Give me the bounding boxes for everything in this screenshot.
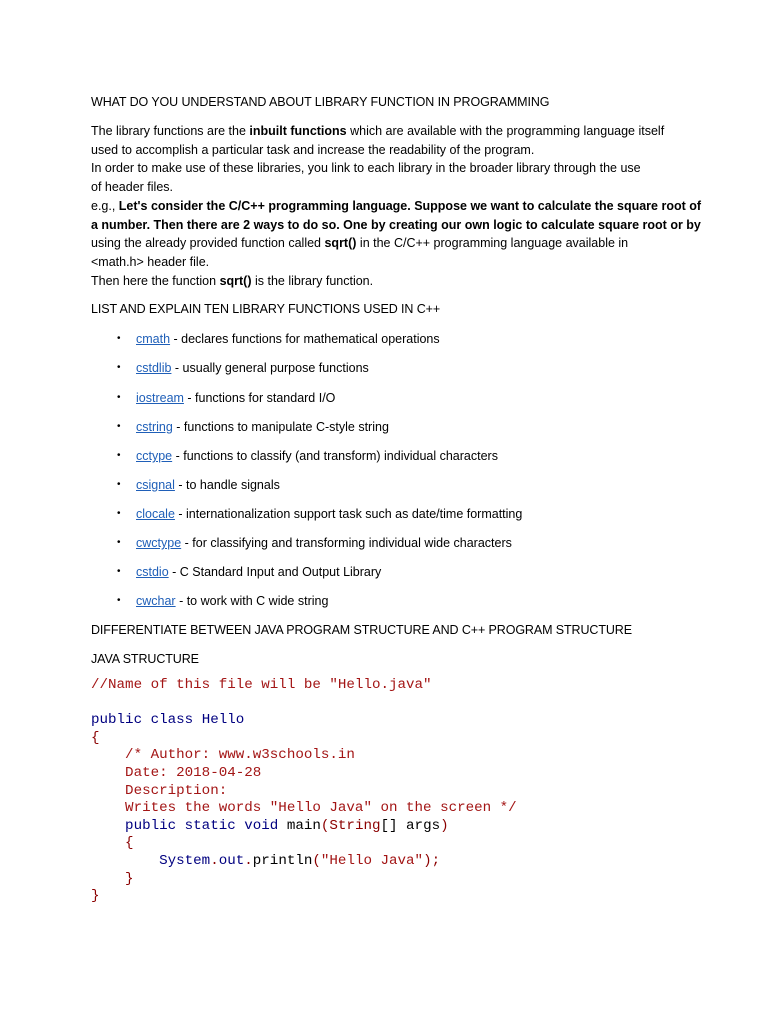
code-line: } [91, 870, 134, 887]
intro-line-8: <math.h> header file. [91, 254, 210, 269]
code-line: } [91, 888, 100, 905]
bold-span: to do so. One by creating our own logic to calculate square root or by [284, 217, 701, 232]
bullet-icon: • [117, 508, 121, 519]
heading-java-structure: JAVA STRUCTURE [91, 652, 199, 666]
bullet-icon: • [117, 450, 121, 461]
code-token: ); [423, 852, 441, 869]
text-span: using the already provided function called [91, 236, 325, 251]
code-line [91, 712, 517, 730]
text-span: The library functions are the [91, 124, 250, 138]
bold-span: sqrt() [324, 236, 357, 251]
intro-line-2: used to accomplish a particular task and increase the readability of the program. [91, 142, 535, 157]
code-token: ( [320, 817, 330, 834]
intro-line-4: of header files. [91, 180, 173, 195]
code-token: ( [312, 852, 321, 869]
intro-line-3: In order to make use of these libraries, you link to each library in the broader library through the use [91, 161, 641, 176]
text-span: which are available with the programming language itself [346, 124, 665, 138]
bullet-icon: • [117, 421, 121, 432]
text-span: is the library function. [251, 273, 374, 288]
bullet-icon: • [117, 333, 121, 344]
code-token: public static void [91, 817, 287, 834]
bold-span: inbuilt functions [249, 124, 347, 138]
bullet-icon: • [117, 537, 121, 548]
text-span: Then here the function [91, 273, 220, 288]
library-link[interactable]: iostream [136, 391, 184, 405]
bullet-icon: • [117, 362, 121, 373]
code-token: main [286, 817, 321, 834]
code-line: { [91, 835, 134, 852]
library-link[interactable]: cstdlib [136, 361, 172, 375]
library-description: - functions to classify (and transform) individual characters [172, 449, 498, 463]
library-description: - usually general purpose functions [171, 361, 369, 375]
intro-line-5 [91, 197, 702, 216]
bullet-icon: • [117, 566, 121, 577]
library-description: - functions to manipulate C-style string [172, 420, 389, 434]
code-token: Hello [201, 712, 245, 729]
bullet-icon: • [117, 595, 121, 606]
code-line: { [91, 729, 100, 746]
code-line: Date: 2018-04-28 [91, 764, 262, 781]
library-description: - functions for standard I/O [183, 391, 336, 405]
library-description: - declares functions for mathematical operations [170, 332, 440, 346]
library-description: - for classifying and transforming individual wide characters [181, 536, 512, 550]
library-description: - to work with C wide string [175, 594, 329, 608]
code-line: //Name of this file will be "Hello.java" [91, 677, 432, 693]
intro-line-6 [91, 216, 701, 235]
bold-span: sqrt() [219, 273, 252, 288]
code-line: Description: [91, 782, 228, 799]
library-link[interactable]: cstring [136, 420, 173, 434]
heading-ten-library-functions: LIST AND EXPLAIN TEN LIBRARY FUNCTIONS USED IN C++ [91, 302, 441, 316]
text-span: in the C/C++ programming language available in [356, 236, 629, 251]
code-token: "Hello Java" [320, 852, 424, 869]
library-link[interactable]: cstdio [136, 565, 169, 579]
heading-library-function: WHAT DO YOU UNDERSTAND ABOUT LIBRARY FUNCTION IN PROGRAMMING [91, 95, 550, 109]
code-line-blank [91, 695, 517, 713]
heading-java-vs-cpp: DIFFERENTIATE BETWEEN JAVA PROGRAM STRUCTURE AND C++ PROGRAM STRUCTURE [91, 623, 632, 637]
library-description: - internationalization support task such as date/time formatting [174, 507, 523, 521]
code-token: ) [440, 817, 449, 834]
bold-span: 2 ways [243, 217, 285, 232]
intro-line-7 [91, 234, 691, 253]
intro-line-1 [91, 122, 691, 141]
code-token: [] args [380, 817, 441, 834]
java-code-block [91, 677, 517, 906]
library-link[interactable]: cwctype [136, 536, 182, 550]
intro-paragraph [91, 122, 702, 290]
code-token: public class [91, 712, 202, 729]
library-description: - C Standard Input and Output Library [168, 565, 382, 579]
bold-span: Let's consider the C/C++ programming language. Suppose we want to calculate the square root of [118, 198, 702, 213]
library-link[interactable]: cwchar [136, 594, 176, 608]
code-token: println [252, 852, 313, 869]
text-span: e.g., [91, 198, 119, 213]
code-line [91, 853, 517, 871]
code-token: out [218, 852, 245, 869]
bold-span: a number. Then there are [91, 217, 244, 232]
library-link[interactable]: cmath [136, 332, 171, 346]
code-token: . [244, 852, 253, 869]
library-link[interactable]: clocale [136, 507, 175, 521]
bullet-icon: • [117, 479, 121, 490]
code-token: String [329, 817, 381, 834]
intro-line-9 [91, 272, 691, 291]
code-line: /* Author: www.w3schools.in [91, 747, 355, 764]
library-link[interactable]: csignal [136, 478, 175, 492]
code-token: . [210, 852, 219, 869]
code-token: System [91, 852, 211, 869]
library-description: - to handle signals [174, 478, 280, 492]
code-line: Writes the words "Hello Java" on the screen */ [91, 800, 517, 817]
code-line [91, 818, 517, 836]
bullet-icon: • [117, 392, 121, 403]
library-link[interactable]: cctype [136, 449, 173, 463]
